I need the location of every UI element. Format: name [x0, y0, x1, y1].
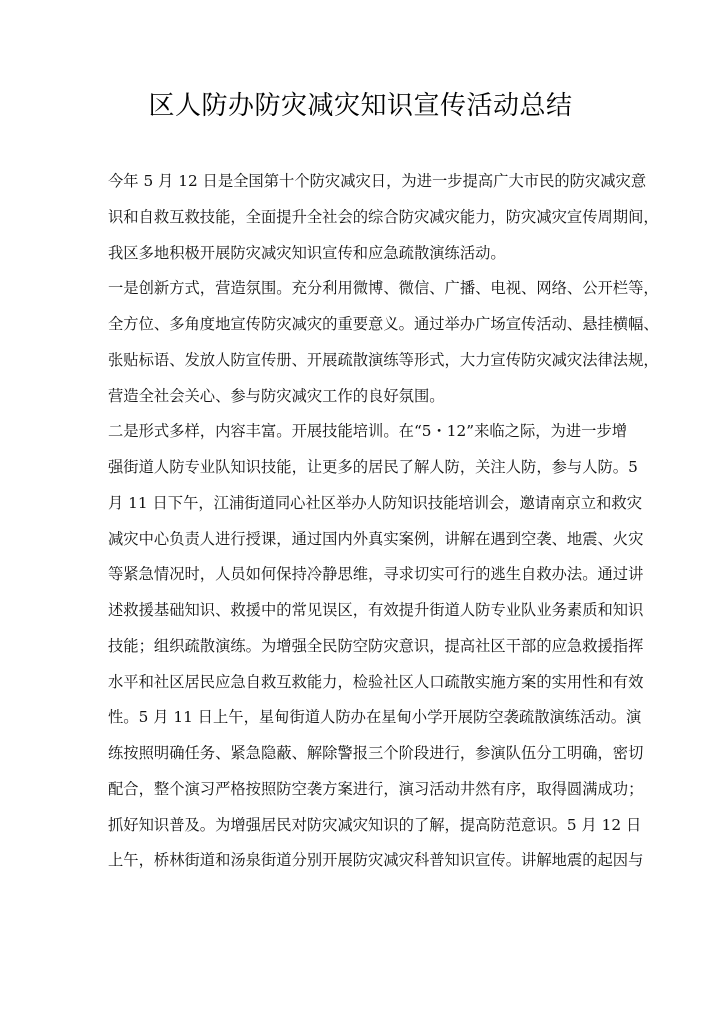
text-line: 二是形式多样，内容丰富。开展技能培训。在“5・12”来临之际，为进一步增 — [108, 422, 628, 441]
text-line: 上午，桥林街道和汤泉街道分别开展防灾减灾科普知识宣传。讲解地震的起因与 — [108, 851, 644, 870]
text-line: 练按照明确任务、紧急隐蔽、解除警报三个阶段进行，参演队伍分工明确，密切 — [108, 744, 644, 762]
document-title: 区人防办防灾减灾知识宣传活动总结 — [148, 91, 573, 121]
text-line: 述救援基础知识、救援中的常见误区，有效提升街道人防专业队业务素质和知识 — [108, 601, 644, 619]
text-line: 性。5 月 11 日上午，星甸街道人防办在星甸小学开展防空袭疏散演练活动。演 — [108, 708, 642, 727]
document-body — [108, 164, 659, 879]
text-line: 一是创新方式，营造氛围。充分利用微博、微信、广播、电视、网络、公开栏等， — [108, 279, 659, 298]
text-line: 技能；组织疏散演练。为增强全民防空防灾意识，提高社区干部的应急救援指挥 — [108, 636, 644, 655]
text-line: 减灾中心负责人进行授课，通过国内外真实案例，讲解在遇到空袭、地震、火灾 — [108, 529, 644, 548]
text-line: 配合，整个演习严格按照防空袭方案进行，演习活动井然有序，取得圆满成功； — [108, 779, 644, 798]
text-line: 我区多地积极开展防灾减灾知识宣传和应急疏散演练活动。 — [108, 243, 506, 262]
text-line: 抓好知识普及。为增强居民对防灾减灾知识的了解，提高防范意识。5 月 12 日 — [108, 815, 642, 834]
text-line: 识和自救互救技能，全面提升全社会的综合防灾减灾能力，防灾减灾宣传周期间， — [108, 207, 659, 226]
text-line: 水平和社区居民应急自救互救能力，检验社区人口疏散实施方案的实用性和有效 — [108, 672, 644, 691]
text-line: 月 11 日下午，江浦街道同心社区举办人防知识技能培训会，邀请南京立和救灾 — [108, 493, 642, 512]
text-line: 营造全社会关心、参与防灾减灾工作的良好氛围。 — [108, 386, 445, 405]
text-line: 今年 5 月 12 日是全国第十个防灾减灾日，为进一步提高广大市民的防灾减灾意 — [108, 172, 647, 190]
text-line: 张贴标语、发放人防宣传册、开展疏散演练等形式，大力宣传防灾减灾法律法规， — [108, 350, 659, 369]
text-line: 等紧急情况时，人员如何保持冷静思维，寻求切实可行的逃生自救办法。通过讲 — [108, 565, 644, 584]
text-line: 强街道人防专业队知识技能，让更多的居民了解人防，关注人防，参与人防。5 — [108, 458, 638, 476]
text-line: 全方位、多角度地宣传防灾减灾的重要意义。通过举办广场宣传活动、悬挂横幅、 — [108, 315, 659, 333]
